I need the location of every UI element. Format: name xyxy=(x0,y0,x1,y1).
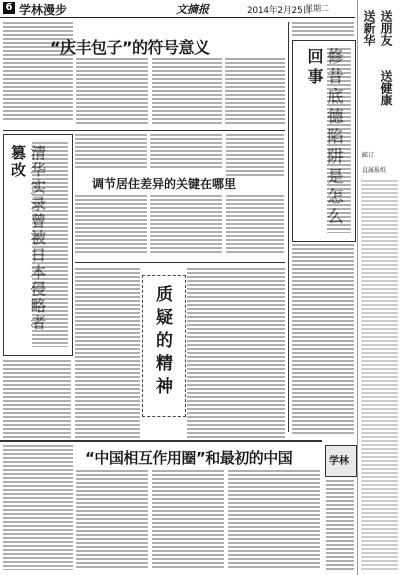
text-block xyxy=(292,22,354,36)
text-block xyxy=(3,445,73,570)
text-block xyxy=(152,470,224,570)
ad-line-1: 送新华 xyxy=(362,10,376,46)
text-block xyxy=(292,244,354,434)
ad-line-3: 送健康 xyxy=(379,70,393,106)
divider xyxy=(75,262,285,263)
masthead: 文摘报 xyxy=(176,3,209,16)
text-block xyxy=(32,142,68,347)
text-block xyxy=(187,268,285,438)
section-title: 学林漫步 xyxy=(19,3,68,17)
text-block xyxy=(226,134,284,178)
article-title-china: “中国相互作用圈”和最初的中国 xyxy=(85,449,293,467)
text-block xyxy=(226,195,284,255)
text-block xyxy=(228,470,320,570)
text-block xyxy=(75,195,147,255)
text-block xyxy=(76,58,148,124)
text-block xyxy=(225,58,285,124)
logo-text: 学林 xyxy=(329,456,349,467)
article-title-baozi: “庆丰包子”的符号意义 xyxy=(50,38,210,57)
text-block xyxy=(327,48,351,233)
article-title-history: 回事 xyxy=(305,48,324,88)
text-block xyxy=(326,480,354,570)
divider xyxy=(3,130,285,131)
article-title-zhiyu: 质疑的精神 xyxy=(152,285,172,400)
page-edge xyxy=(357,0,358,575)
text-block xyxy=(361,180,398,570)
article-title-japan: 篡改 xyxy=(9,145,27,179)
text-block xyxy=(3,360,71,438)
column-rule xyxy=(288,22,289,432)
article-title-tiaojian: 调节居住差异的关键在哪里 xyxy=(92,177,237,191)
divider xyxy=(0,440,322,442)
ad-label-a: 邮订 xyxy=(362,152,375,159)
page-number: 6 xyxy=(3,2,15,14)
text-block xyxy=(152,58,222,124)
text-block xyxy=(75,134,147,170)
text-block xyxy=(76,470,148,570)
ad-label-b: 直属报纸 xyxy=(362,167,387,174)
ad-line-2: 送朋友 xyxy=(379,10,393,46)
header-edition: 星期二 xyxy=(305,4,329,13)
text-block xyxy=(150,195,222,255)
header-date: 2014年2月25日 xyxy=(247,6,312,16)
text-block xyxy=(75,268,140,438)
text-block xyxy=(150,134,222,170)
